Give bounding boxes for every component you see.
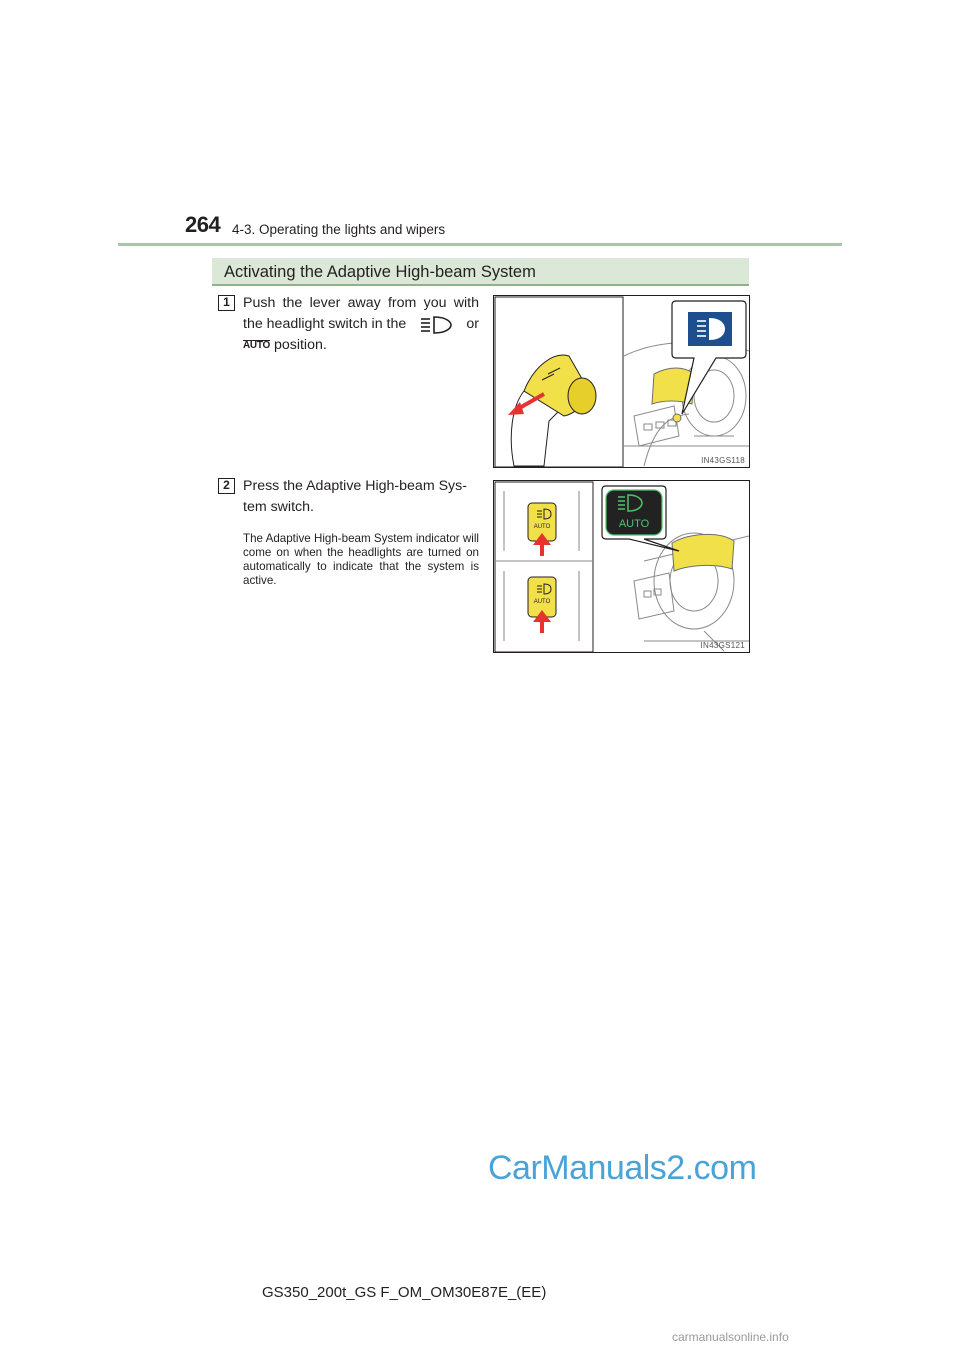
figure-lever xyxy=(493,295,750,468)
step-1-line1: Push the lever away from you with xyxy=(243,295,479,311)
switch-auto-label-bottom: AUTO xyxy=(533,599,551,605)
step-2-text xyxy=(243,476,479,518)
step-1-line3-text: position. xyxy=(273,337,327,353)
watermark-logo: CarManuals2.com xyxy=(488,1149,757,1187)
figure-2-code: IN43GS121 xyxy=(700,641,745,650)
step-2-line2: tem switch. xyxy=(243,499,314,515)
section-title: 4-3. Operating the lights and wipers xyxy=(232,222,446,237)
figure-switch xyxy=(493,480,750,653)
lever-illustration xyxy=(494,296,749,467)
auto-icon: AUTO xyxy=(243,340,270,351)
step-badge-2: 2 xyxy=(218,478,235,494)
page-number: 264 xyxy=(185,212,221,237)
watermark-url: carmanualsonline.info xyxy=(672,1330,789,1344)
step-1-line2 xyxy=(243,314,479,335)
step-1-line3 xyxy=(243,335,479,356)
step-1-line2-a: the headlight switch in the xyxy=(243,316,407,332)
headlight-icon xyxy=(419,315,453,335)
step-2-line1: Press the Adaptive High-beam Sys- xyxy=(243,478,467,494)
figure-1-code: IN43GS118 xyxy=(701,456,745,465)
footer-code: GS350_200t_GS F_OM_OM30E87E_(EE) xyxy=(262,1284,547,1301)
step-1-text xyxy=(243,293,479,356)
step-badge-1: 1 xyxy=(218,295,235,311)
subheading-bar xyxy=(212,258,749,286)
subheading-title: Activating the Adaptive High-beam System xyxy=(224,263,536,281)
step-2-note: The Adaptive High-beam System indicator will come on when the headlights are turned on automatically to indicate that the system is active. xyxy=(243,532,479,587)
step-1-line2-b: or xyxy=(466,316,479,332)
header-rule xyxy=(118,243,842,246)
auto-indicator-label: AUTO xyxy=(618,518,650,530)
switch-auto-label-top: AUTO xyxy=(533,524,551,530)
switch-illustration xyxy=(494,481,749,652)
